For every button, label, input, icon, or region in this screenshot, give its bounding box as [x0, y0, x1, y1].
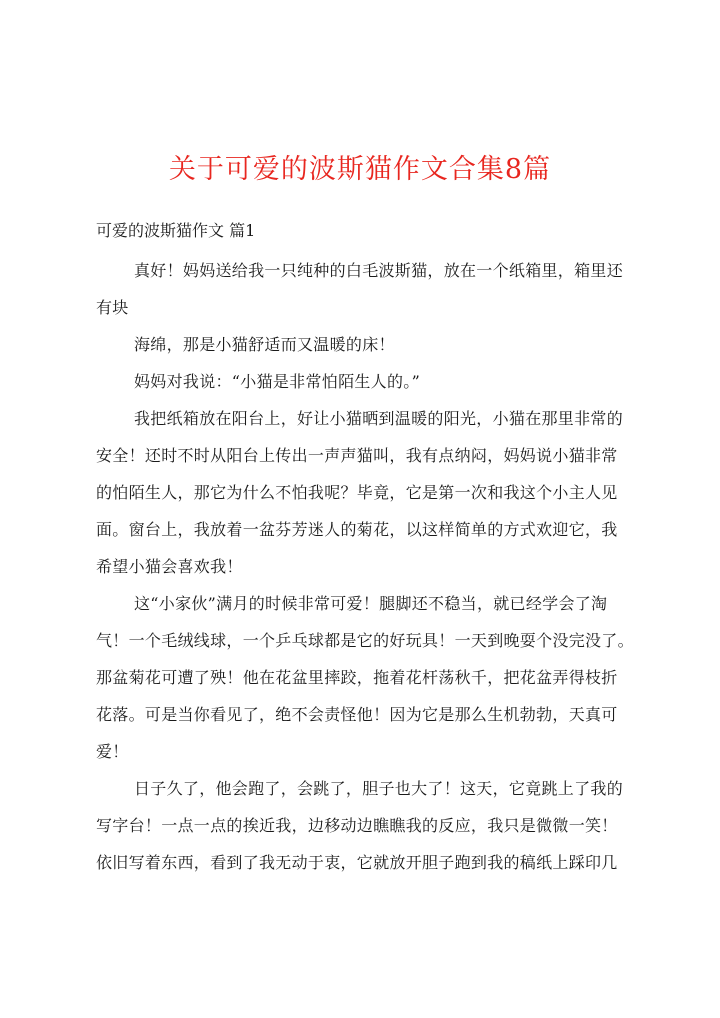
text-line: 安全！还时不时从阳台上传出一声声猫叫，我有点纳闷，妈妈说小猫非常 — [96, 446, 618, 465]
text-line: 我把纸箱放在阳台上，好让小猫晒到温暖的阳光，小猫在那里非常的 — [134, 409, 624, 428]
text-line: 日子久了，他会跑了，会跳了，胆子也大了！这天，它竟跳上了我的 — [134, 779, 624, 798]
text-line: 真好！妈妈送给我一只纯种的白毛波斯猫，放在一个纸箱里，箱里还 — [134, 261, 624, 280]
text-line: 依旧写着东西，看到了我无动于衷，它就放开胆子跑到我的稿纸上踩印几 — [96, 853, 618, 872]
text-line: 那盆菊花可遭了殃！他在花盆里摔跤，拖着花杆荡秋千，把花盆弄得枝折 — [96, 668, 618, 687]
text-line: 海绵，那是小猫舒适而又温暖的床！ — [134, 335, 395, 354]
text-line: 气！一个毛绒线球，一个乒乓球都是它的好玩具！一天到晚耍个没完没了。 — [96, 631, 634, 650]
text-line: 妈妈对我说：“小猫是非常怕陌生人的。” — [134, 372, 421, 391]
text-line: 爱！ — [96, 742, 129, 761]
essay-body — [96, 256, 656, 885]
text-line: 有块 — [96, 298, 129, 317]
text-line: 希望小猫会喜欢我！ — [96, 557, 243, 576]
text-line: 写字台！一点一点的挨近我，边移动边瞧瞧我的反应，我只是微微一笑！ — [96, 816, 618, 835]
text-line: 的怕陌生人，那它为什么不怕我呢？毕竟，它是第一次和我这个小主人见 — [96, 483, 618, 502]
text-line: 花落。可是当你看见了，绝不会责怪他！因为它是那么生机勃勃，天真可 — [96, 705, 618, 724]
essay-subtitle: 可爱的波斯猫作文 篇1 — [96, 221, 256, 240]
document-title: 关于可爱的波斯猫作文合集8篇 — [168, 154, 552, 185]
text-line: 这“小家伙”满月的时候非常可爱！腿脚还不稳当，就已经学会了淘 — [134, 594, 608, 613]
text-line: 面。窗台上，我放着一盆芬芳迷人的菊花，以这样简单的方式欢迎它，我 — [96, 520, 618, 539]
